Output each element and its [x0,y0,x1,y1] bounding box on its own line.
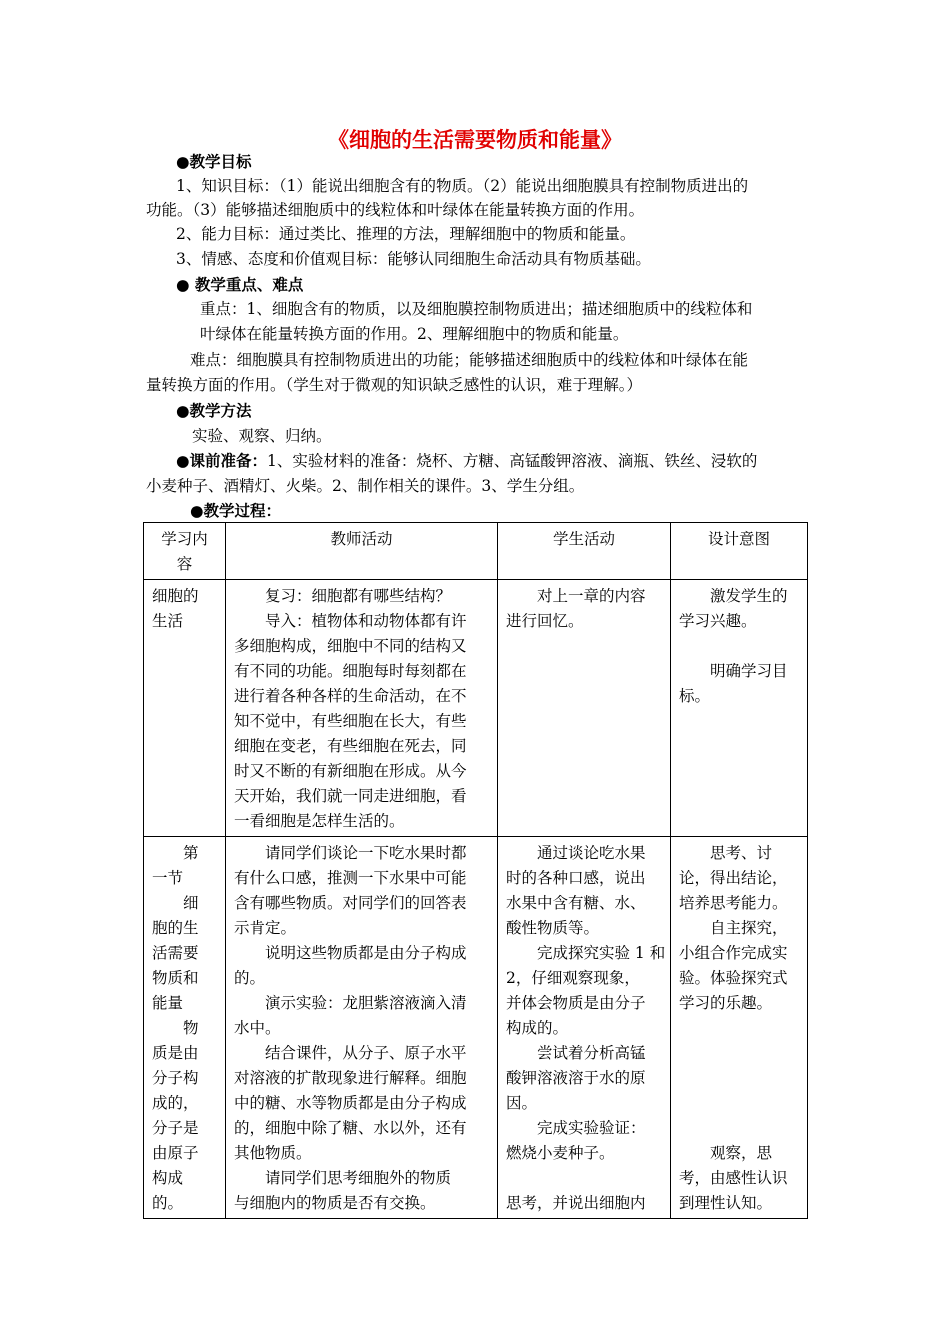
header-text: 学生活动 [552,530,615,548]
cell-text-line: 明确学习目 [679,662,788,680]
goals-line: 2、能力目标：通过类比、推理的方法，理解细胞中的物质和能量。 [176,225,636,243]
cell-text-line: 能量 [152,994,184,1012]
cell-text-line: 成的， [152,1094,199,1112]
table-header-cell [144,523,226,580]
key-points-line: 量转换方面的作用。（学生对于微观的知识缺乏感性的认识，难于理解。） [146,376,643,394]
cell-text-line: 小组合作完成实 [679,944,788,962]
cell-text-line: 通过谈论吃水果 [506,844,646,862]
table-header-cell [671,523,808,580]
table-header-cell [226,523,498,580]
cell-text-line: 酸性物质等。 [506,919,600,937]
cell-text-line: 分子是 [152,1119,199,1137]
cell-text-line [679,1066,799,1091]
cell-text-line: 培养思考能力。 [679,894,788,912]
cell-text-line: 完成探究实验 1 和 [506,944,666,962]
teacher-cell [226,837,498,1219]
cell-text-line: 活需要 [152,944,199,962]
header-text: 容 [176,555,193,573]
cell-text-line [679,634,799,659]
table-header-row [144,523,808,580]
header-text: 设计意图 [707,530,770,548]
process-table [143,522,808,1219]
cell-text-line: 分子构 [152,1069,199,1087]
header-text: 学习内 [161,530,208,548]
cell-text-line: 观察，思 [679,1144,773,1162]
prep-line-first [176,449,757,473]
prep-line: 1、实验材料的准备：烧杯、方糖、高锰酸钾溶液、滴瓶、铁丝、浸软的 [267,452,758,470]
cell-text-line: 水中。 [234,1019,281,1037]
teacher-cell [226,580,498,837]
cell-text-line: 导入：植物体和动物体都有许 [234,612,467,630]
cell-text-line: 标。 [679,687,711,705]
cell-text-line: 的，细胞中除了糖、水以外，还有 [234,1119,467,1137]
prep-heading: ●课前准备： [176,452,268,470]
cell-text-line: 胞的生 [152,919,199,937]
cell-text-line: 思考、讨 [679,844,773,862]
cell-text-line: 进行着各种各样的生命活动，在不 [234,687,467,705]
cell-text-line: 请同学们谈论一下吃水果时都 [234,844,467,862]
student-cell [498,580,671,837]
cell-text-line: 细胞在变老，有些细胞在死去，同 [234,737,467,755]
cell-text-line: 考，由感性认识 [679,1169,788,1187]
cell-text-line: 进行回忆。 [506,612,584,630]
cell-text-line: 知不觉中，有些细胞在长大，有些 [234,712,467,730]
cell-text-line: 有不同的功能。细胞每时每刻都在 [234,662,467,680]
cell-text-line: 论，得出结论， [679,869,788,887]
goals-line: 3、情感、态度和价值观目标：能够认同细胞生命活动具有物质基础。 [176,250,651,268]
content-cell [144,837,226,1219]
cell-text-line: 中的糖、水等物质都是由分子构成 [234,1094,467,1112]
cell-text-line: 学习的乐趣。 [679,994,773,1012]
cell-text-line: 激发学生的 [679,587,788,605]
cell-text-line: 水果中含有糖、水、 [506,894,646,912]
cell-text-line: 尝试着分析高锰 [506,1044,646,1062]
cell-text-line: 时又不断的有新细胞在形成。从今 [234,762,467,780]
cell-text-line: 说明这些物质都是由分子构成 [234,944,467,962]
cell-text-line: 一节 [152,869,184,887]
cell-text-line: 细胞的 [152,587,199,605]
cell-text-line [506,1166,662,1191]
cell-text-line: 细 [152,894,199,912]
table-row [144,580,808,837]
intent-cell [671,837,808,1219]
cell-text-line: 其他物质。 [234,1144,312,1162]
cell-text-line: 到理性认知。 [679,1194,773,1212]
key-points-line: 重点：1、细胞含有的物质，以及细胞膜控制物质进出；描述细胞质中的线粒体和 [200,300,753,318]
cell-text-line: 学习兴趣。 [679,612,757,630]
cell-text-line [679,1016,799,1041]
document-title: 《细胞的生活需要物质和能量》 [328,128,622,152]
cell-text-line: 构成的。 [506,1019,569,1037]
key-points-heading: ● 教学重点、难点 [176,276,304,294]
table-header-cell [498,523,671,580]
goals-line: 功能。（3）能够描述细胞质中的线粒体和叶绿体在能量转换方面的作用。 [146,201,645,219]
cell-text-line: 完成实验验证： [506,1119,646,1137]
cell-text-line: 并体会物质是由分子 [506,994,646,1012]
key-points-line: 叶绿体在能量转换方面的作用。2、理解细胞中的物质和能量。 [200,325,629,343]
header-text: 教师活动 [330,530,393,548]
content-cell [144,580,226,837]
cell-text-line: 自主探究， [679,919,788,937]
process-heading: ●教学过程： [190,502,282,520]
table-row [144,837,808,1219]
cell-text-line: 含有哪些物质。对同学们的回答表 [234,894,467,912]
cell-text-line: 结合课件，从分子、原子水平 [234,1044,467,1062]
cell-text-line: 因。 [506,1094,538,1112]
cell-text-line: 复习：细胞都有哪些结构？ [234,587,452,605]
methods-line: 实验、观察、归纳。 [192,427,332,445]
cell-text-line: 思考，并说出细胞内 [506,1194,646,1212]
cell-text-line: 2，仔细观察现象， [506,969,640,987]
goals-line: 1、知识目标：（1）能说出细胞含有的物质。（2）能说出细胞膜具有控制物质进出的 [176,177,749,195]
intent-cell [671,580,808,837]
cell-text-line [679,1116,799,1141]
cell-text-line: 一看细胞是怎样生活的。 [234,812,405,830]
methods-heading: ●教学方法 [176,402,252,420]
cell-text-line: 对上一章的内容 [506,587,646,605]
cell-text-line: 的。 [234,969,266,987]
cell-text-line: 由原子 [152,1144,199,1162]
student-cell [498,837,671,1219]
cell-text-line: 示肯定。 [234,919,297,937]
cell-text-line [679,1091,799,1116]
cell-text-line: 多细胞构成，细胞中不同的结构又 [234,637,467,655]
cell-text-line: 构成 [152,1169,184,1187]
cell-text-line: 第 [152,844,199,862]
cell-text-line: 有什么口感，推测一下水果中可能 [234,869,467,887]
cell-text-line: 请同学们思考细胞外的物质 [234,1169,452,1187]
cell-text-line: 物 [152,1019,199,1037]
cell-text-line: 物质和 [152,969,199,987]
key-points-line: 难点：细胞膜具有控制物质进出的功能；能够描述细胞质中的线粒体和叶绿体在能 [190,351,749,369]
cell-text-line: 质是由 [152,1044,199,1062]
cell-text-line: 与细胞内的物质是否有交换。 [234,1194,436,1212]
cell-text-line: 对溶液的扩散现象进行解释。细胞 [234,1069,467,1087]
prep-line: 小麦种子、酒精灯、火柴。2、制作相关的课件。3、学生分组。 [146,477,585,495]
cell-text-line: 天开始，我们就一同走进细胞，看 [234,787,467,805]
cell-text-line: 演示实验：龙胆紫溶液滴入清 [234,994,467,1012]
goals-heading: ●教学目标 [176,153,252,171]
cell-text-line: 燃烧小麦种子。 [506,1144,615,1162]
cell-text-line: 生活 [152,612,184,630]
cell-text-line: 时的各种口感，说出 [506,869,646,887]
cell-text-line: 的。 [152,1194,184,1212]
cell-text-line: 酸钾溶液溶于水的原 [506,1069,646,1087]
cell-text-line: 验。体验探究式 [679,969,788,987]
cell-text-line [679,1041,799,1066]
